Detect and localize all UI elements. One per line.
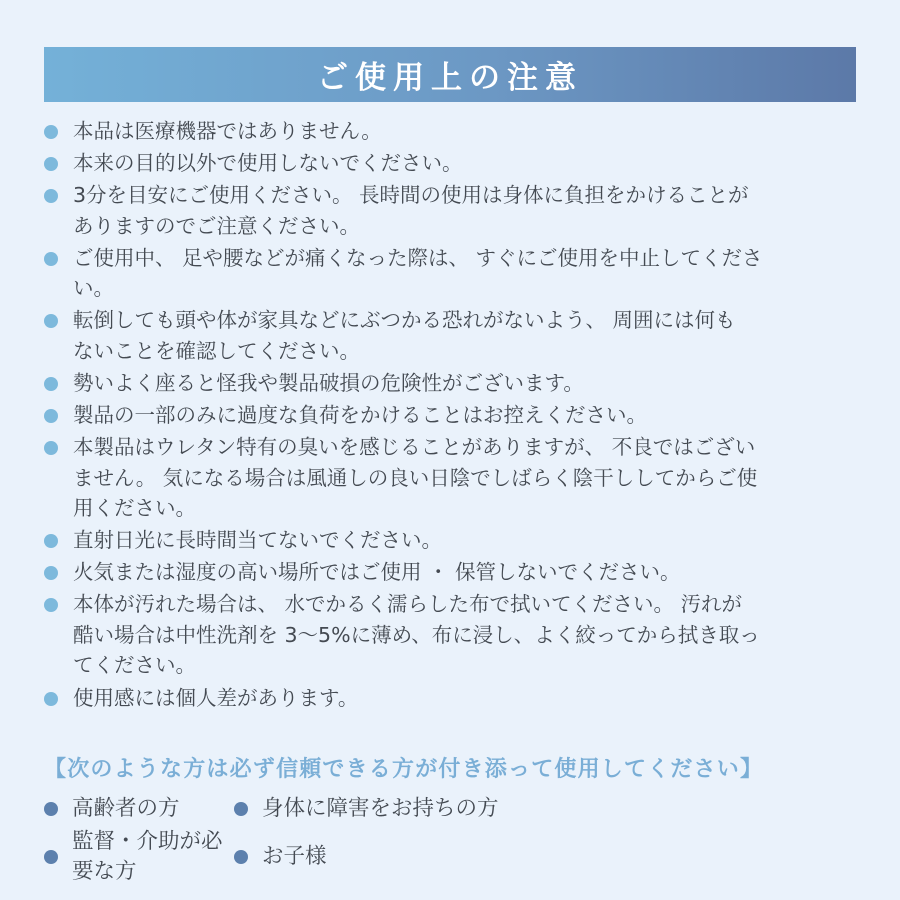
precaution-item (44, 148, 864, 179)
bullet-icon (234, 802, 248, 816)
precaution-text: 3分を目安にご使用ください。 長時間の使用は身体に負担をかけることが ありますのでご注意ください。 (73, 183, 749, 238)
target-label: お子様 (262, 844, 327, 869)
page-title: ご使用上の注意 (317, 60, 583, 96)
precaution-text: 本体が汚れた場合は、 水でかるく濡らした布で拭いてください。 汚れが 酷い場合は中性洗剤を 3～5%に薄め、布に浸し、よく絞ってから拭き取っ てください。 (73, 592, 760, 678)
precaution-text: 本製品はウレタン特有の臭いを感じることがありますが、 不良ではござい ません。 気になる場合は風通しの良い日陰でしばらく陰干ししてからご使 用ください。 (73, 435, 758, 521)
bullet-icon (44, 598, 58, 612)
precaution-item (44, 683, 864, 714)
precaution-text: 本品は医療機器ではありません。 (73, 119, 382, 143)
target-label: 監督・介助が必要な方 (72, 829, 223, 884)
precaution-text: 直射日光に長時間当てないでください。 (73, 528, 442, 553)
precaution-item (44, 400, 864, 431)
precaution-item (44, 589, 864, 681)
bullet-icon (44, 409, 58, 423)
title-banner (44, 47, 856, 102)
bullet-icon (44, 850, 58, 864)
target-label: 高齢者の方 (72, 796, 180, 821)
bullet-icon (44, 314, 58, 328)
precaution-text: 勢いよく座ると怪我や製品破損の危険性がございます。 (73, 370, 584, 395)
precaution-item (44, 243, 864, 304)
precaution-item (44, 525, 864, 556)
bullet-icon (44, 692, 58, 706)
bullet-icon (44, 377, 58, 391)
precaution-item (44, 432, 864, 524)
precaution-item (44, 116, 864, 147)
target-users-list (44, 794, 664, 887)
precaution-item (44, 180, 864, 241)
precaution-item (44, 305, 864, 366)
precaution-item (44, 368, 864, 399)
bullet-icon (44, 441, 58, 455)
bullet-icon (44, 125, 58, 139)
target-item (44, 827, 234, 887)
precaution-item (44, 557, 864, 588)
precaution-text: 使用感には個人差があります。 (73, 685, 359, 710)
precaution-text: 火気または湿度の高い場所ではご使用 ・ 保管しないでください。 (73, 560, 681, 585)
bullet-icon (44, 802, 58, 816)
precaution-text: 転倒しても頭や体が家具などにぶつかる恐れがないよう、 周囲には何も ないことを確認してください。 (73, 308, 736, 363)
caution-heading: 【次のような方は必ず信頼できる方が付き添って使用してください】 (44, 757, 764, 782)
precaution-text: ご使用中、 足や腰などが痛くなった際は、 すぐにご使用を中止してくださ い。 (73, 245, 763, 301)
bullet-icon (44, 566, 58, 580)
bullet-icon (44, 157, 58, 171)
bullet-icon (44, 252, 58, 266)
bullet-icon (44, 534, 58, 548)
target-label: 身体に障害をお持ちの方 (262, 796, 499, 821)
target-item (44, 794, 234, 824)
bullet-icon (44, 189, 58, 203)
precaution-text: 製品の一部のみに過度な負荷をかけることはお控えください。 (73, 403, 647, 428)
precautions-list (44, 116, 864, 715)
target-item (234, 794, 594, 824)
precaution-text: 本来の目的以外で使用しないでください。 (73, 151, 463, 176)
bullet-icon (234, 850, 248, 864)
target-item (234, 827, 594, 887)
